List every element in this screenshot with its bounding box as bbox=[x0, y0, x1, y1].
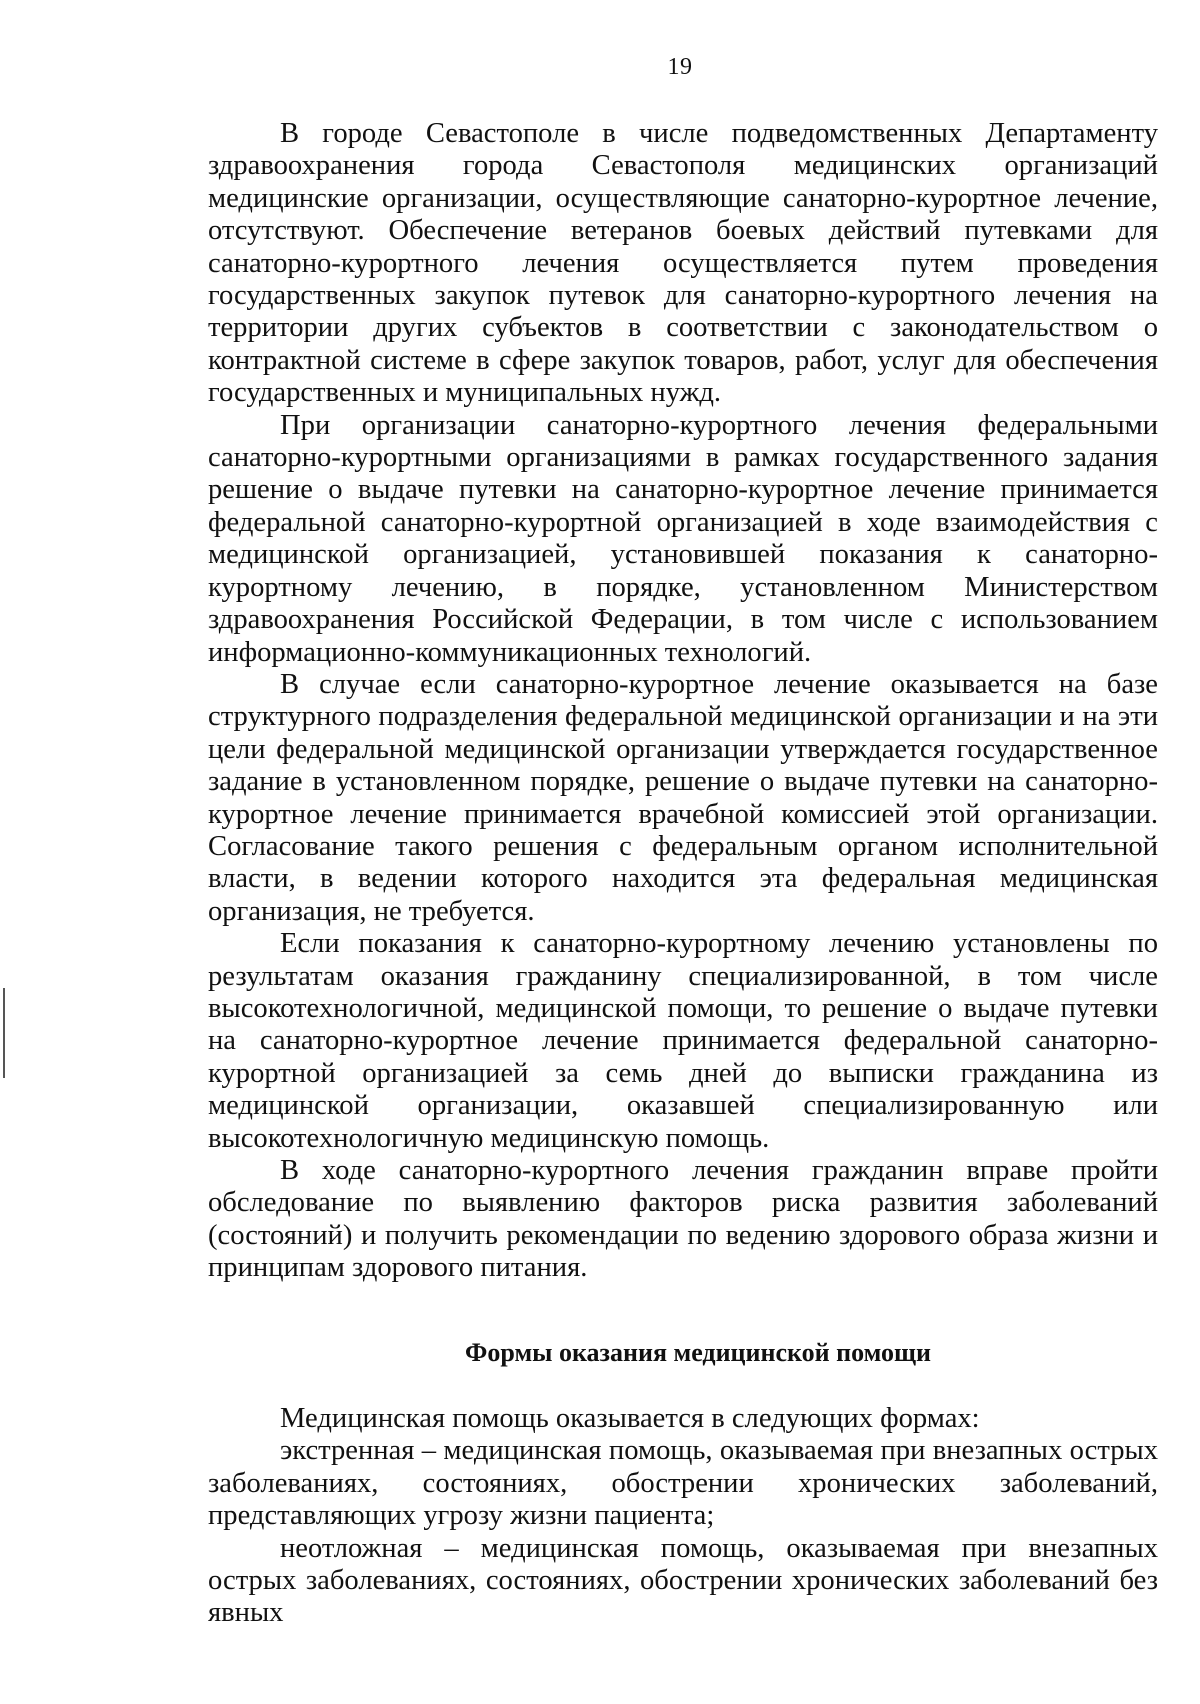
paragraph-examination: В ходе санаторно-курортного лечения гражданин вправе пройти обследование по выявлению факторов риска развития заболеваний (состояний) и получить рекомендации по ведению здорового образа жизни и принципам здорового питания. bbox=[208, 1155, 1158, 1284]
page-number: 19 bbox=[667, 54, 693, 80]
paragraph-specialized-care: Если показания к санаторно-курортному лечению установлены по результатам оказания гражданину специализированной, в том числе высокотехнологичной, медицинской помощи, то решение о выдаче путевки на санаторно-курортное лечение принимается федеральной санаторно-курортной организацией за семь дней до выписки гражданина из медицинской организации, оказавшей специализированную или высокотехнологичную медицинскую помощь. bbox=[208, 928, 1158, 1154]
paragraph-urgent-form: неотложная – медицинская помощь, оказываемая при внезапных острых заболеваниях, состояниях, обострении хронических заболеваний без явных bbox=[208, 1532, 1158, 1629]
paragraph-sevastopol: В городе Севастополе в числе подведомственных Департаменту здравоохранения города Севастополя медицинских организаций медицинские организации, осуществляющие санаторно-курортное лечение, отсутствуют. Обеспечение ветеранов боевых действий путевками для санаторно-курортного лечения осуществляется путем проведения государственных закупок путевок для санаторно-курортного лечения на территории других субъектов в соответствии с законодательством о контрактной системе в сфере закупок товаров, работ, услуг для обеспечения государственных и муниципальных нужд. bbox=[208, 118, 1158, 409]
paragraph-forms-intro: Медицинская помощь оказывается в следующих формах: bbox=[280, 1403, 980, 1435]
paragraph-emergency-form: экстренная – медицинская помощь, оказываемая при внезапных острых заболеваниях, состояниях, обострении хронических заболеваний, представляющих угрозу жизни пациента; bbox=[208, 1435, 1158, 1532]
margin-line-mark bbox=[3, 988, 5, 1078]
document-body bbox=[208, 118, 1158, 1630]
section-heading: Формы оказания медицинской помощи bbox=[465, 1337, 931, 1367]
paragraph-structural-division: В случае если санаторно-курортное лечение оказывается на базе структурного подразделения федеральной медицинской организации и на эти цели федеральной медицинской организации утверждается государственное задание в установленном порядке, решение о выдаче путевки на санаторно-курортное лечение принимается врачебной комиссией этой организации. Согласование такого решения с федеральным органом исполнительной власти, в ведении которого находится эта федеральная медицинская организация, не требуется. bbox=[208, 668, 1158, 927]
paragraph-federal-organizations: При организации санаторно-курортного лечения федеральными санаторно-курортными организациями в рамках государственного задания решение о выдаче путевки на санаторно-курортное лечение принимается федеральной санаторно-курортной организацией в ходе взаимодействия с медицинской организацией, установившей показания к санаторно-курортному лечению, в порядке, установленном Министерством здравоохранения Российской Федерации, в том числе с использованием информационно-коммуникационных технологий. bbox=[208, 409, 1158, 668]
